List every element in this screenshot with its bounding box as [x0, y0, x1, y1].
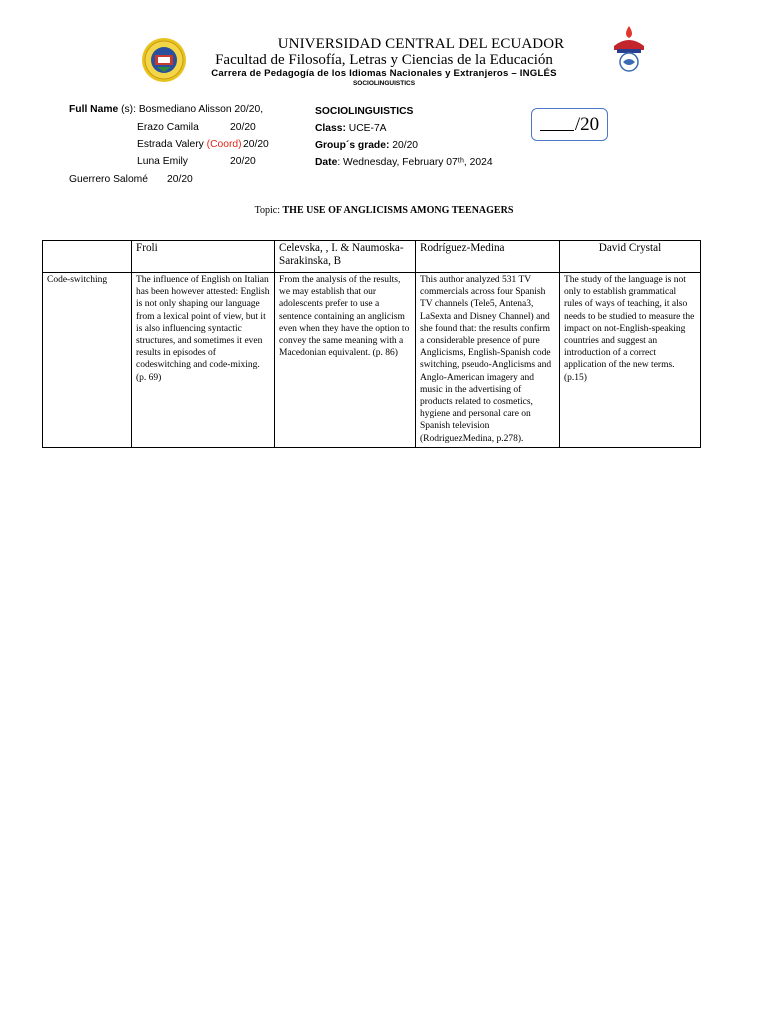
student-name: Estrada Valery [137, 139, 204, 150]
university-name: UNIVERSIDAD CENTRAL DEL ECUADOR [277, 36, 565, 52]
subject-title: SOCIOLINGUISTICS [315, 106, 414, 117]
student-line [137, 139, 242, 150]
career-name [0, 68, 768, 79]
topic-line [0, 205, 768, 216]
table-cell: The influence of English on Italian has been however attested: English is not only shaping our language from a lexical point of view, but it is also influencing syntactic structures, and sometimes it even results in episodes of codeswitching and code-mixing. (p. 69) [132, 273, 275, 448]
student-grade: 20/20 [167, 174, 193, 185]
class-value: UCE-7A [348, 123, 387, 134]
grade-box[interactable] [531, 108, 608, 141]
date-value: : Wednesday, February 07ᵗʰ, 2024 [337, 157, 493, 168]
comparison-table [42, 240, 701, 448]
faculty-name [0, 52, 768, 69]
subject-caption-text: SOCIOLINGUISTICS [352, 80, 416, 87]
table-cell: This author analyzed 531 TV commercials across four Spanish TV channels (Tele5, Antena3, LaSexta and Disney Channel) and she found that: the results confirm a considerable presence of pure Anglicisms, English-Spanish code switching, pseudo-Anglicisms and Anglo-American imagery and music in the advertising of products related to cosmetics, hygiene and personal care on Spanish television (RodriguezMedina, p.278). [416, 273, 560, 448]
student-line [137, 122, 199, 133]
student-name: Guerrero Salomé [69, 174, 148, 185]
student-line-first [69, 104, 263, 115]
student-name: Bosmediano Alisson [138, 104, 232, 115]
date-line [315, 157, 493, 168]
grade-blank-line[interactable] [540, 114, 574, 131]
student-line [69, 174, 148, 185]
table-header-cell: Froli [132, 241, 275, 273]
student-grade: 20/20 [230, 122, 256, 133]
career-name-text: Carrera de Pedagogía de los Idiomas Nacionales y Extranjeros – INGLÉS [211, 68, 557, 79]
table-row [43, 273, 701, 448]
table-header-cell: Rodríguez-Medina [416, 241, 560, 273]
table-header-row [43, 241, 701, 273]
student-line [137, 156, 188, 167]
full-name-label-suffix: (s): [118, 104, 139, 115]
topic-label: Topic: [254, 205, 283, 216]
student-grade: 20/20 [230, 156, 256, 167]
student-grade: 20/20 [243, 139, 269, 150]
faculty-name-text: Facultad de Filosofía, Letras y Ciencias de la Educación [215, 52, 553, 68]
table-header-cell [43, 241, 132, 273]
full-name-label: Full Name [69, 104, 119, 115]
table-cell: The study of the language is not only to establish grammatical rules of ways of teaching, it also needs to be studied to measure the impact on not-English-speaking countries and suggest an introduction of a correct application of the new terms. (p.15) [560, 273, 701, 448]
date-label: Date [315, 157, 338, 168]
subject-caption [0, 80, 768, 87]
student-name: Erazo Camila [137, 122, 199, 133]
group-grade-line [315, 140, 418, 151]
student-grade: 20/20, [234, 104, 264, 115]
class-label: Class: [315, 123, 346, 134]
class-line [315, 123, 387, 134]
group-grade-label: Group´s grade: [315, 140, 390, 151]
coordinator-tag: (Coord) [206, 139, 242, 150]
grade-total: /20 [574, 113, 600, 135]
topic-title: THE USE OF ANGLICISMS AMONG TEENAGERS [282, 205, 514, 216]
row-label-cell: Code-switching [43, 273, 132, 448]
table-cell: From the analysis of the results, we may establish that our adolescents prefer to use a sentence containing an anglicism even when they have the option to convey the same meaning with a Macedonian equivalent. (p. 86) [275, 273, 416, 448]
student-name: Luna Emily [137, 156, 188, 167]
table-header-cell: David Crystal [560, 241, 701, 273]
table-header-cell: Celevska, , I. & Naumoska-Sarakinska, B [275, 241, 416, 273]
group-grade-value: 20/20 [392, 140, 419, 151]
